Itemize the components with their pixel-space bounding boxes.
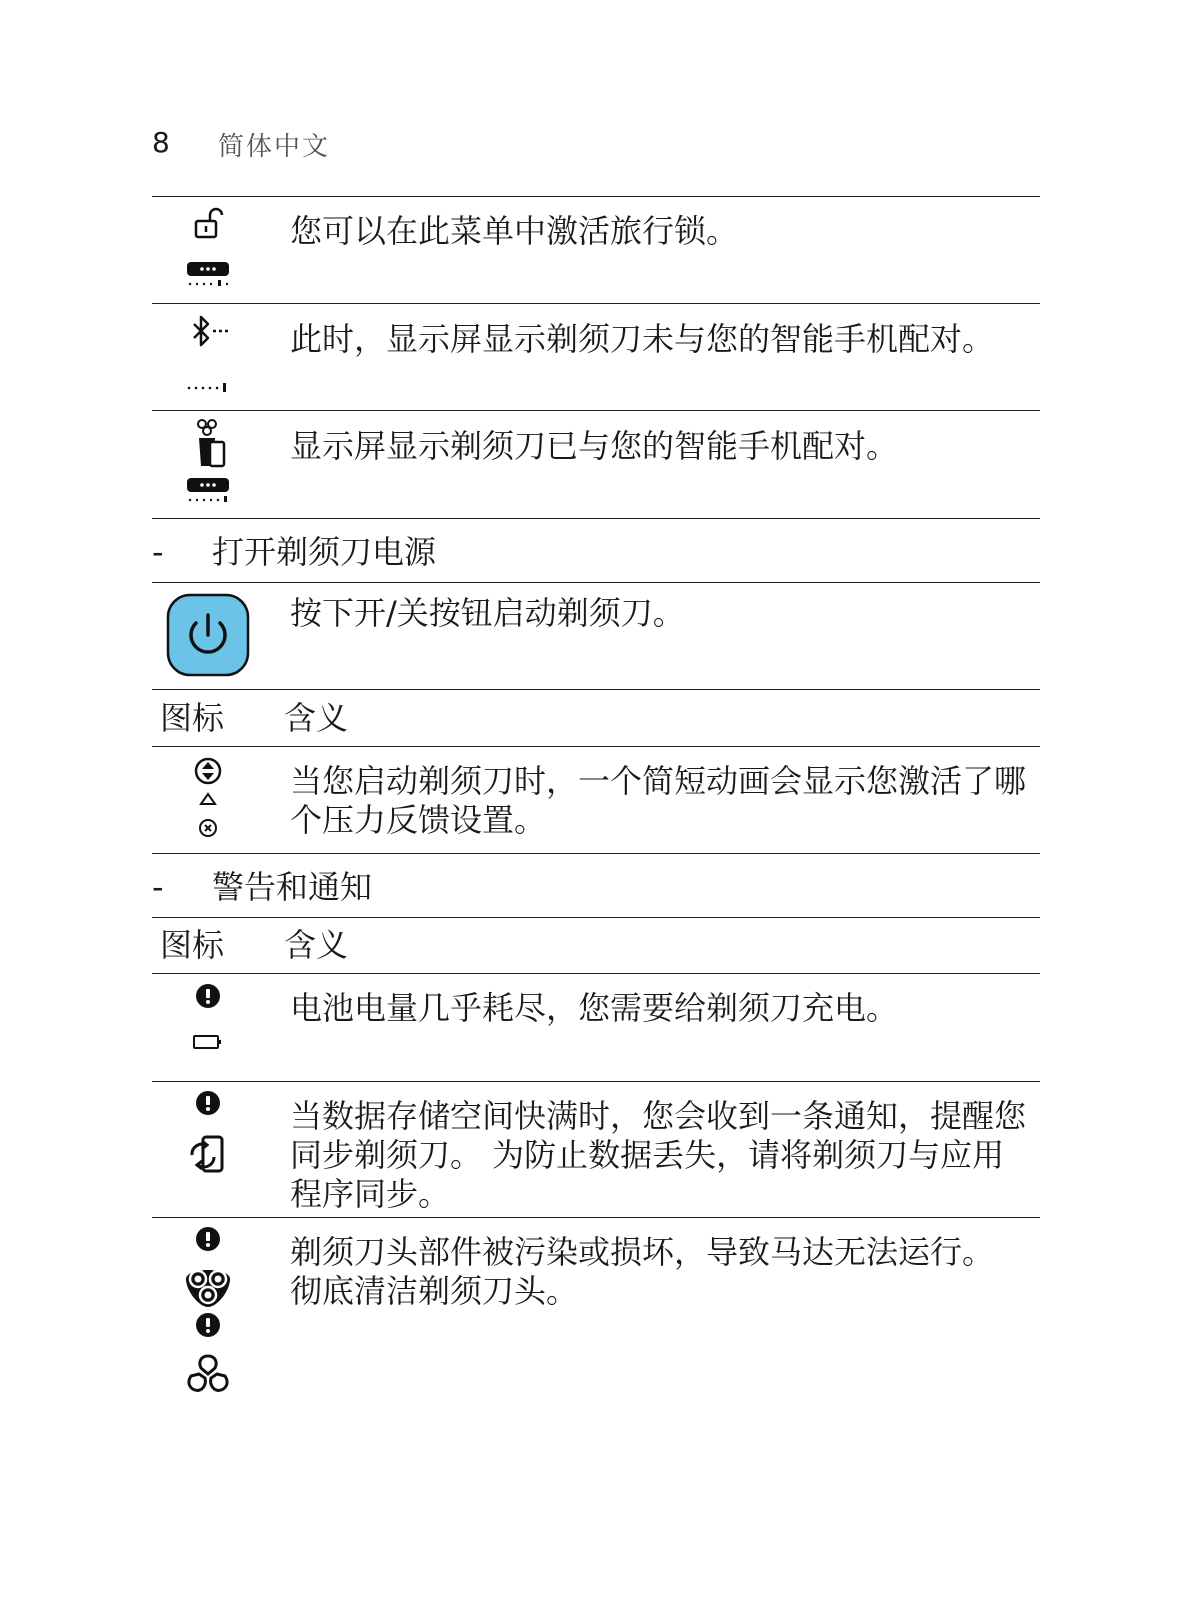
section-dash: -: [152, 533, 164, 571]
row-text-battery-low: 电池电量几乎耗尽，您需要给剃须刀充电。: [290, 989, 899, 1027]
rule: [152, 689, 1040, 690]
phone-sync-icon: [152, 1132, 264, 1176]
power-button-icon: [152, 592, 264, 678]
alert-icon: [152, 1225, 264, 1253]
bluetooth-icon: [152, 313, 264, 351]
rule: [152, 196, 1040, 197]
section-title: 警告和通知: [212, 868, 373, 906]
row-text-not-paired: 此时，显示屏显示剃须刀未与您的智能手机配对。: [290, 320, 995, 358]
section-title: 打开剃须刀电源: [212, 533, 437, 571]
rule: [152, 1217, 1040, 1218]
alert-icon: [152, 1089, 264, 1117]
row-text-travel-lock: 您可以在此菜单中激活旅行锁。: [290, 212, 739, 250]
row-text-power-on: 按下开/关按钮启动剃须刀。: [290, 594, 685, 632]
section-dash: -: [152, 868, 164, 906]
page-language: 简体中文: [218, 132, 331, 162]
rule: [152, 303, 1040, 304]
page-number: 8: [152, 126, 170, 159]
row-text-storage-full: 当数据存储空间快满时，您会收到一条通知，提醒您同步剃须刀。 为防止数据丢失，请将剃须刀与应用程序同步。: [290, 1097, 1027, 1213]
rule: [152, 410, 1040, 411]
rule: [152, 518, 1040, 519]
unlock-icon: [152, 204, 264, 242]
shaving-heads-icon: [152, 1258, 264, 1312]
rule: [152, 973, 1040, 974]
rule: [152, 1081, 1040, 1082]
rule: [152, 917, 1040, 918]
rule: [152, 853, 1040, 854]
table-header-icon: 图标: [160, 926, 225, 964]
triangle-icon: [152, 790, 264, 808]
display-icon: [152, 474, 264, 506]
shaver-phone-icon: [152, 418, 264, 470]
table-header-meaning: 含义: [284, 699, 349, 737]
rule: [152, 746, 1040, 747]
row-text-paired: 显示屏显示剃须刀已与您的智能手机配对。: [290, 427, 899, 465]
dotted-line-icon: [152, 376, 264, 396]
row-text-pressure: 当您启动剃须刀时，一个简短动画会显示您激活了哪个压力反馈设置。: [290, 762, 1027, 839]
display-icon: [152, 258, 264, 290]
alert-icon: [152, 1311, 264, 1339]
battery-empty-icon: [152, 1032, 264, 1052]
alert-icon: [152, 982, 264, 1010]
circle-x-icon: [152, 817, 264, 839]
rule: [152, 582, 1040, 583]
table-header-icon: 图标: [160, 699, 225, 737]
section-power-on: [152, 532, 436, 572]
row-text-head-blocked: 剃须刀头部件被污染或损坏，导致马达无法运行。 彻底清洁剃须刀头。: [290, 1233, 995, 1310]
section-warnings: [152, 867, 372, 907]
shaving-heads-outline-icon: [152, 1350, 264, 1394]
pressure-icon: [152, 756, 264, 786]
table-header-meaning: 含义: [284, 926, 349, 964]
